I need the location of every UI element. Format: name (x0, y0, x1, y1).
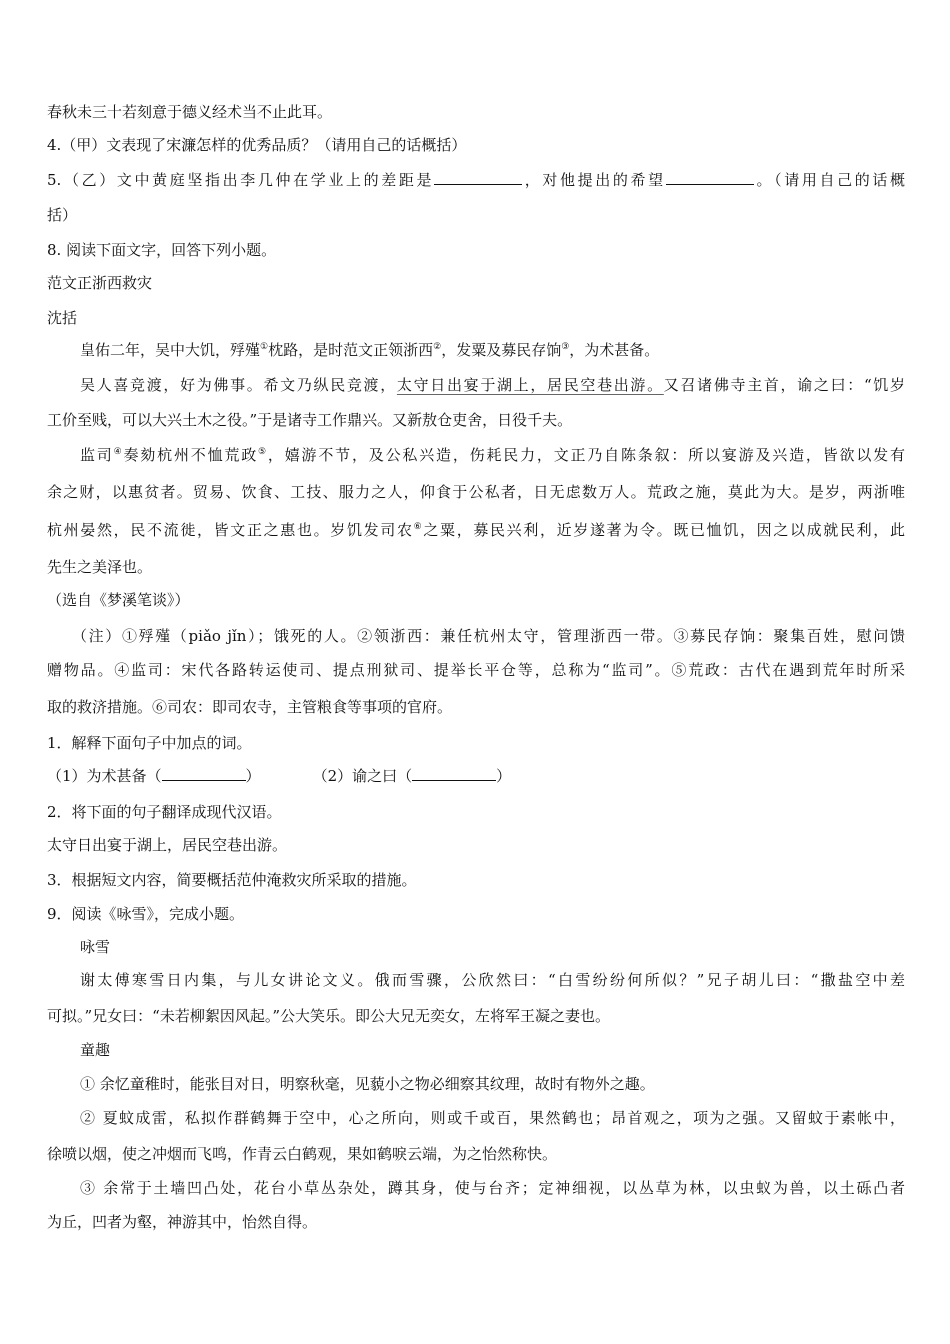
question-8-intro: 8. 阅读下面文字，回答下列小题。 (47, 241, 277, 259)
notes-line: 赠物品。④监司：宋代各路转运使司、提点刑狱司、提举长平仓等，总称为“监司”。⑤荒政：古代在遇到荒年时所采 (47, 661, 905, 679)
paragraph-2 (80, 373, 905, 397)
text-line: ③ 余常于土墙凹凸处，花台小草丛杂处，蹲其身，使与台齐；定神细视，以丛草为林，以虫蚁为兽，以土砾凸者 (80, 1179, 905, 1197)
answer-blank[interactable] (666, 170, 754, 185)
answer-blank[interactable] (162, 766, 246, 781)
question-4: 4.（甲）文表现了宋濂怎样的优秀品质？（请用自己的话概括） (47, 136, 467, 154)
notes-line: （注）①殍殣（piǎo jǐn）；饿死的人。②领浙西：兼任杭州太守，管理浙西一带。③募民存饷：聚集百姓，慰问馈 (72, 627, 905, 645)
answer-blank[interactable] (434, 170, 522, 185)
answer-blank[interactable] (412, 766, 496, 781)
text-line: 徐喷以烟，使之冲烟而飞鸣，作青云白鹤观，果如鹤唳云端，为之怡然称快。 (47, 1145, 558, 1163)
footnote-ref: ⑤ (258, 447, 268, 457)
text: 之粟，募民兴利，近岁遂著为令。既已恤饥，因之以成就民利，此 (423, 521, 905, 539)
q5-text: ，对他提出的希望 (522, 171, 666, 189)
text: 又召诸佛寺主首，谕之曰：“饥岁 (663, 376, 905, 394)
text-line: 为丘，凹者为壑，神游其中，怡然自得。 (47, 1213, 318, 1231)
notes-line: 取的救济措施。⑥司农：即司农寺，主管粮食等事项的官府。 (47, 698, 453, 716)
passage-title: 咏雪 (80, 938, 111, 956)
text: （2）谕之曰（ (312, 767, 413, 785)
text: ，发粟及募民存饷 (441, 341, 562, 359)
text: ，嬉游不节，及公私兴造，伤耗民力，文正乃自陈条叙：所以宴游及兴造，皆欲以发有 (267, 446, 905, 464)
text-line: ① 余忆童稚时，能张目对日，明察秋毫，见藐小之物必细察其纹理，故时有物外之趣。 (80, 1075, 655, 1093)
footnote-ref: ③ (561, 342, 570, 352)
text: 枕路，是时范文正领浙西 (268, 341, 434, 359)
text: ） (245, 767, 261, 785)
passage-author: 沈括 (47, 309, 78, 327)
question-2: 2．将下面的句子翻译成现代汉语。 (47, 803, 282, 821)
text-line: ② 夏蚊成雷，私拟作群鹤舞于空中，心之所向，则或千或百，果然鹤也；昂首观之，项为之强。又留蚊于素帐中， (80, 1109, 905, 1127)
footnote-ref: ① (260, 342, 269, 352)
text: 皇佑二年，吴中大饥，殍殣 (80, 341, 261, 359)
text-line: 括） (47, 206, 78, 224)
text: 监司 (80, 446, 114, 464)
underlined-sentence: 太守日出宴于湖上，居民空巷出游。 (396, 376, 664, 394)
text: ） (496, 767, 512, 785)
text-line: 工价至贱，可以大兴土木之役。”于是诸寺工作鼎兴。又新敖仓吏舍，日役千夫。 (47, 411, 573, 429)
question-1-items (47, 764, 905, 788)
footnote-ref: ⑥ (413, 522, 424, 532)
text: 奏劾杭州不恤荒政 (123, 446, 259, 464)
question-9-intro: 9．阅读《咏雪》，完成小题。 (47, 905, 245, 923)
text-line: 可拟。”兄女曰：“未若柳絮因风起。”公大笑乐。即公大兄无奕女，左将军王凝之妻也。 (47, 1007, 611, 1025)
translation-sentence: 太守日出宴于湖上，居民空巷出游。 (47, 836, 288, 854)
text-line: 余之财，以惠贫者。贸易、饮食、工技、服力之人，仰食于公私者，日无虑数万人。荒政之施，莫此为大。是岁，两浙唯 (47, 483, 905, 501)
text-line: 谢太傅寒雪日内集，与儿女讲论文义。俄而雪骤，公欣然曰：“白雪纷纷何所似？”兄子胡儿曰：“撒盐空中差 (80, 971, 905, 989)
question-1: 1．解释下面句子中加点的词。 (47, 734, 252, 752)
text: 吴人喜竞渡，好为佛事。希文乃纵民竞渡， (80, 376, 397, 394)
footnote-ref: ④ (113, 447, 124, 457)
text-line: 春秋未三十若刻意于德义经术当不止此耳。 (47, 103, 333, 121)
passage-title: 范文正浙西救灾 (47, 274, 153, 292)
text: ，为术甚备。 (569, 341, 660, 359)
question-5 (47, 168, 905, 192)
question-3: 3．根据短文内容，简要概括范仲淹救灾所采取的措施。 (47, 871, 417, 889)
text: 杭州晏然，民不流徙，皆文正之惠也。岁饥发司农 (47, 521, 414, 539)
footnote-ref: ② (433, 342, 442, 352)
q5-text: 5.（乙）文中黄庭坚指出李几仲在学业上的差距是 (47, 171, 435, 189)
paragraph-1 (80, 338, 905, 362)
text-line (47, 518, 905, 542)
text-line: 先生之美泽也。 (47, 558, 153, 576)
passage-title: 童趣 (80, 1041, 111, 1059)
text: （1）为术甚备（ (47, 767, 162, 785)
q5-text: 。（请用自己的话概 (753, 171, 905, 189)
paragraph-3 (80, 443, 905, 467)
source-citation: （选自《梦溪笔谈》） (47, 591, 190, 609)
